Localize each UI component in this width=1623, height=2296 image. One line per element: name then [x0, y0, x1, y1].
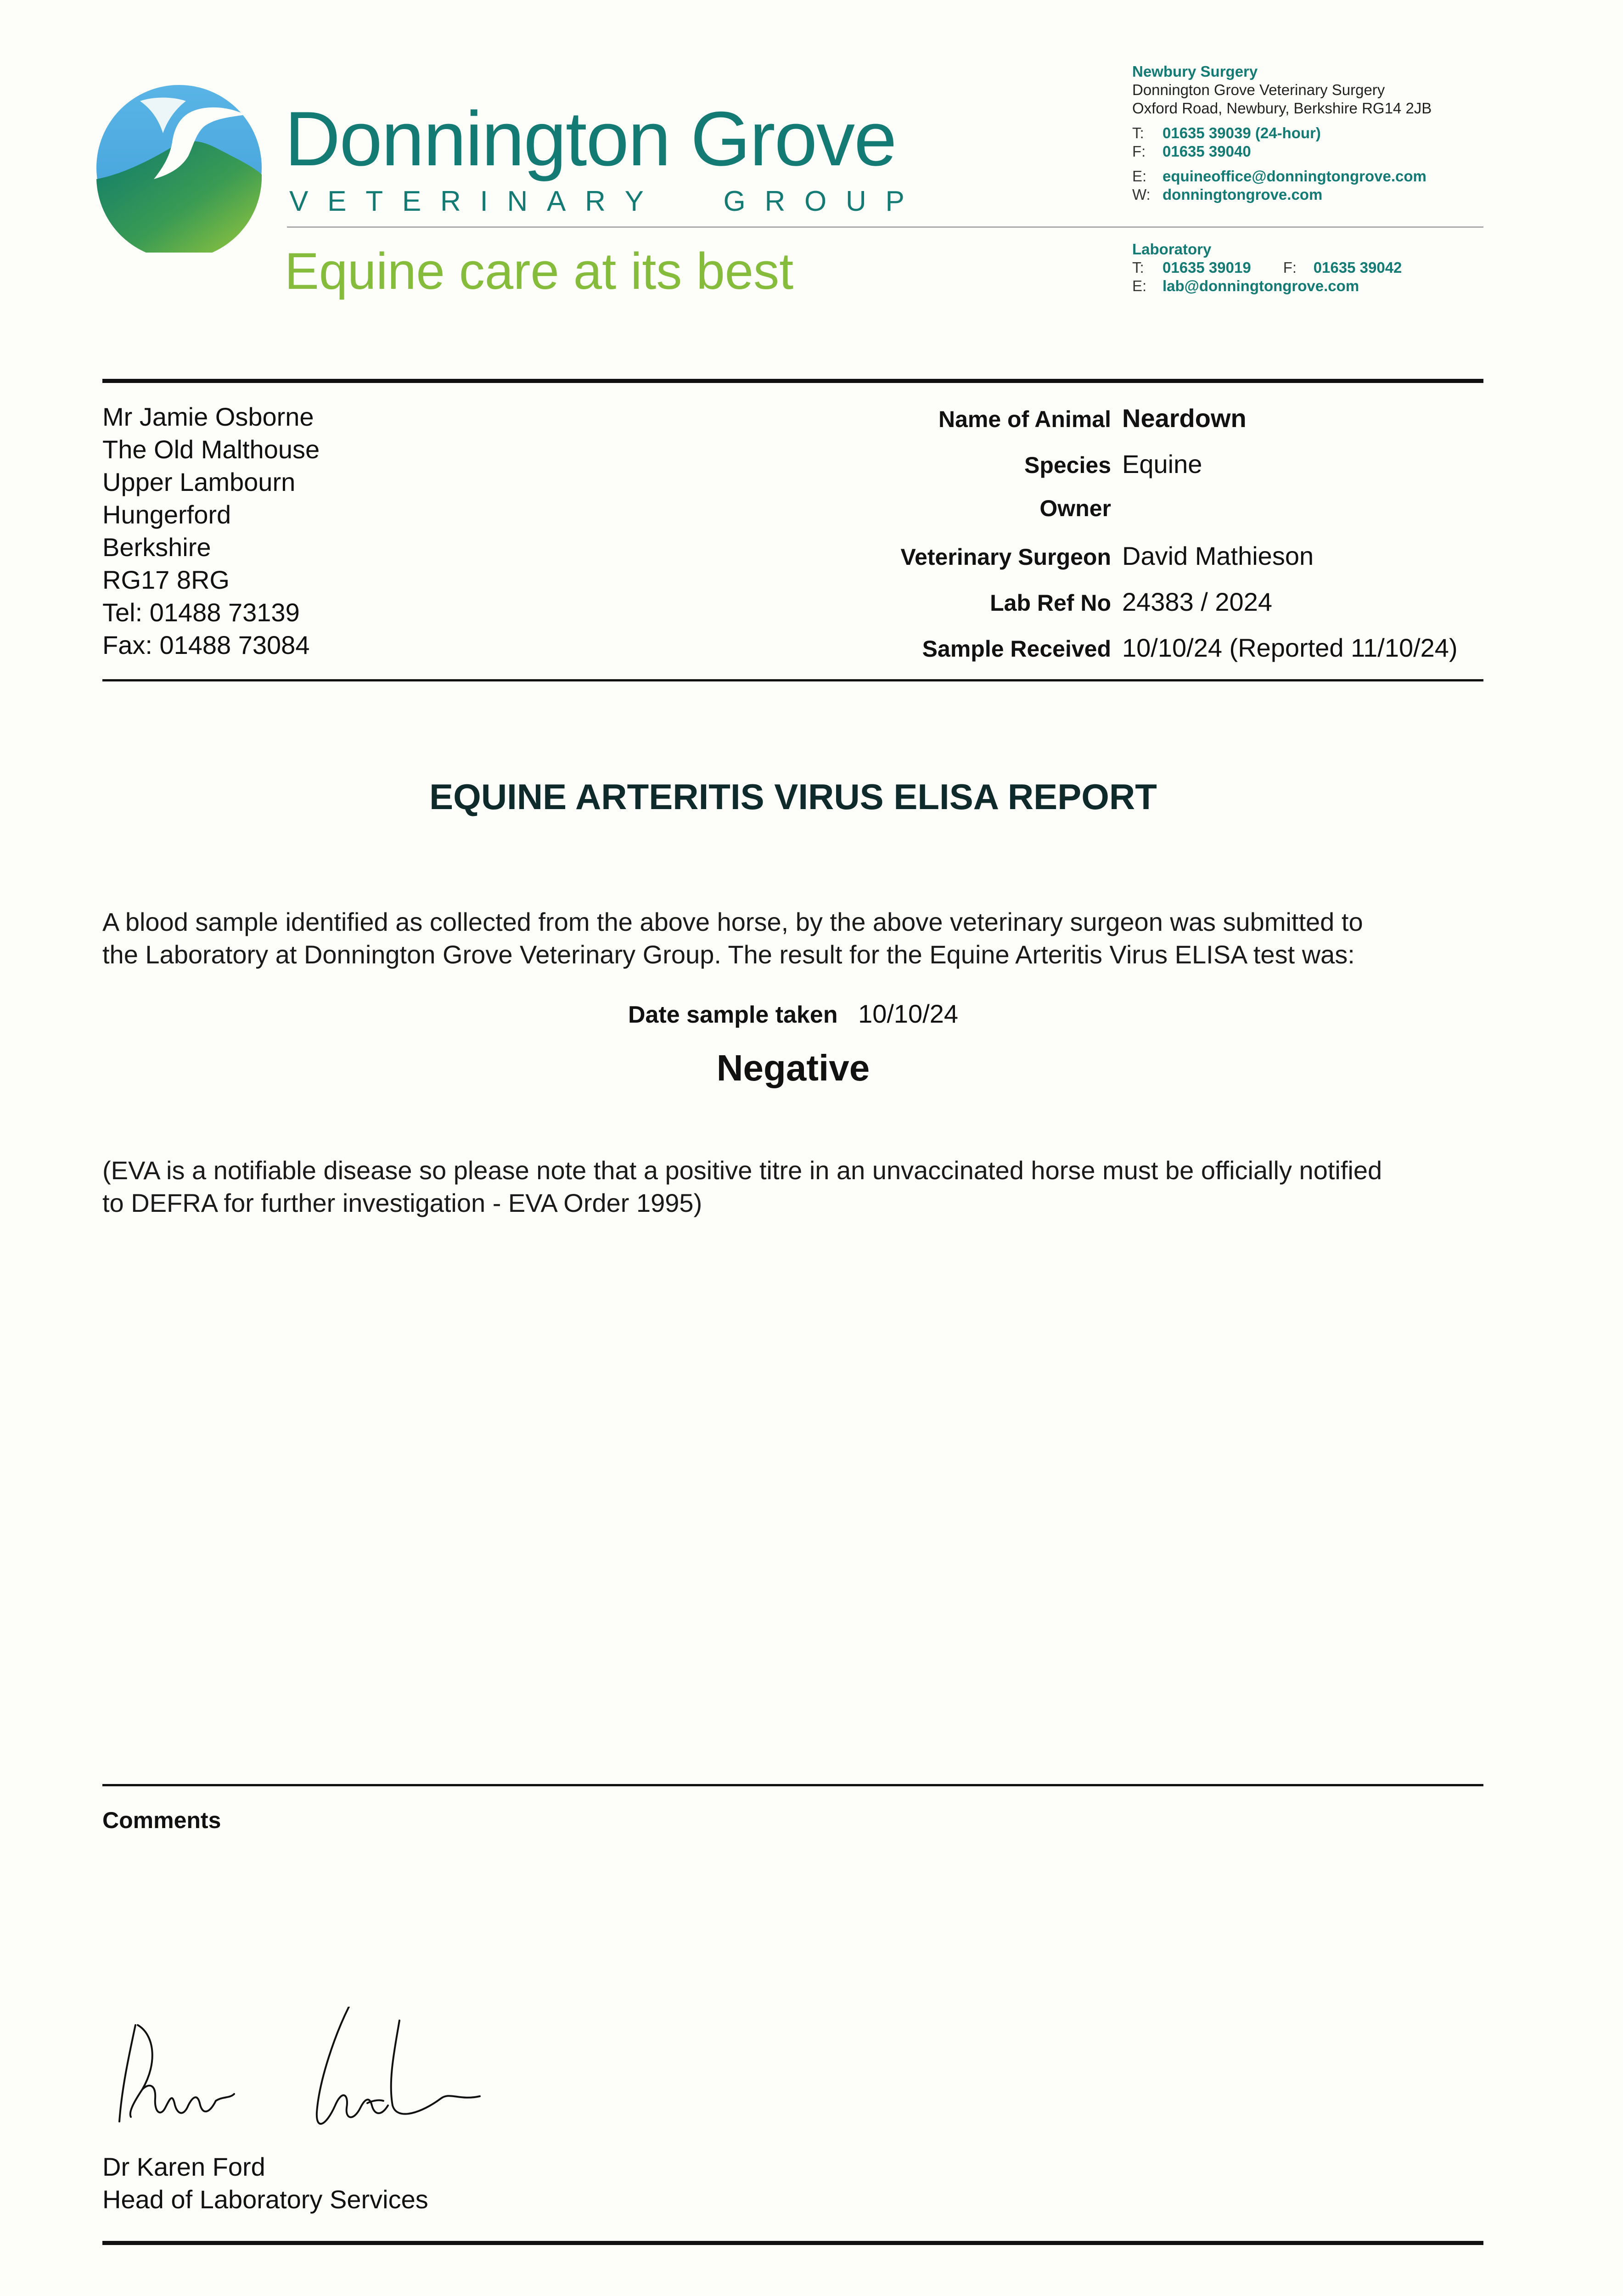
signatory-name: Dr Karen Ford — [102, 2152, 265, 2181]
species-value: Equine — [1122, 450, 1202, 478]
intro-line: A blood sample identified as collected from the above horse, by the above veterinary surgeon was submitted to — [102, 907, 1363, 936]
email-label: E: — [1132, 277, 1147, 294]
fax-value: 01635 39040 — [1162, 143, 1251, 160]
brand-subtitle-letter: V — [289, 186, 309, 217]
date-sample-value: 10/10/24 — [858, 999, 959, 1028]
info-label: Owner — [1039, 495, 1111, 521]
info-row-animal-name — [689, 403, 1483, 449]
brand-name: Donnington Grove — [285, 96, 896, 182]
brand-subtitle-letter: P — [885, 186, 904, 217]
recipient-tel: Tel: 01488 73139 — [102, 598, 300, 627]
donnington-grove-logo — [94, 83, 264, 253]
fax-label: F: — [1283, 259, 1297, 276]
note-line: to DEFRA for further investigation - EVA Order 1995) — [102, 1188, 702, 1217]
brand-subtitle-letter: G — [723, 186, 746, 217]
fax-value: 01635 39042 — [1313, 259, 1402, 276]
email-link[interactable]: lab@donningtongrove.com — [1162, 277, 1359, 294]
email-label: E: — [1132, 168, 1147, 185]
phone-label: T: — [1132, 124, 1144, 141]
note-line: (EVA is a notifiable disease so please note that a positive titre in an unvaccinated horse must be officially notified — [102, 1156, 1382, 1185]
email-link[interactable]: equineoffice@donningtongrove.com — [1162, 168, 1426, 185]
web-label: W: — [1132, 186, 1151, 203]
brand-subtitle-letter: E — [402, 186, 421, 217]
info-label: Species — [1024, 452, 1111, 478]
laboratory-phone-fax — [1132, 259, 1402, 277]
brand-subtitle-letter: E — [327, 186, 347, 217]
surgery-address-line: Donnington Grove Veterinary Surgery — [1132, 81, 1385, 98]
info-row-owner — [689, 495, 1483, 541]
handwritten-signature — [110, 2007, 482, 2144]
info-rule — [102, 679, 1483, 681]
address-line: Upper Lambourn — [102, 467, 296, 496]
brand-subtitle-letter: A — [547, 186, 566, 217]
header-rule — [102, 379, 1483, 383]
phone-label: T: — [1132, 259, 1144, 276]
info-label: Sample Received — [922, 636, 1111, 662]
footer-rule — [102, 2241, 1483, 2245]
address-line: Hungerford — [102, 500, 231, 529]
test-result: Negative — [716, 1047, 870, 1088]
phone-value[interactable]: 01635 39019 — [1162, 259, 1251, 276]
surgery-contact-block — [1132, 62, 1432, 204]
info-row-vet — [689, 541, 1483, 587]
report-intro — [102, 906, 1489, 971]
info-row-lab-ref — [689, 587, 1483, 633]
info-label: Name of Animal — [938, 406, 1111, 432]
web-link[interactable]: donningtongrove.com — [1162, 186, 1323, 203]
brand-subtitle-letter: R — [764, 186, 786, 217]
surgery-email — [1132, 167, 1432, 186]
brand-tagline: Equine care at its best — [285, 242, 794, 300]
brand-subtitle-letter: U — [846, 186, 866, 217]
surgery-heading: Newbury Surgery — [1132, 63, 1258, 80]
address-postcode: RG17 8RG — [102, 565, 230, 594]
brand-subtitle-letter: T — [365, 186, 383, 217]
surgery-fax — [1132, 142, 1432, 161]
brand-subtitle-letter: R — [440, 186, 461, 217]
phone-value[interactable]: 01635 39039 (24-hour) — [1162, 124, 1321, 141]
date-sample-label: Date sample taken — [628, 1002, 838, 1028]
laboratory-contact-block — [1132, 240, 1402, 295]
date-sample-taken — [0, 999, 1586, 1029]
laboratory-heading: Laboratory — [1132, 241, 1212, 258]
recipient-address — [102, 400, 320, 661]
info-row-sample-received — [689, 633, 1483, 679]
info-label: Veterinary Surgeon — [900, 544, 1111, 570]
laboratory-email — [1132, 277, 1402, 295]
recipient-fax: Fax: 01488 73084 — [102, 630, 310, 659]
brand-subtitle-letter: O — [804, 186, 827, 217]
address-line: The Old Malthouse — [102, 435, 320, 464]
animal-name-value: Neardown — [1122, 404, 1247, 433]
fax-label: F: — [1132, 143, 1146, 160]
vet-value: David Mathieson — [1122, 541, 1314, 570]
letterhead-divider — [287, 226, 1132, 228]
brand-subtitle-letter: Y — [624, 186, 644, 217]
report-title: EQUINE ARTERITIS VIRUS ELISA REPORT — [429, 777, 1157, 817]
info-label: Lab Ref No — [990, 590, 1111, 616]
intro-line: the Laboratory at Donnington Grove Veterinary Group. The result for the Equine Arteritis Virus ELISA test was: — [102, 940, 1355, 969]
signatory-block — [102, 2150, 428, 2216]
surgery-phone — [1132, 124, 1432, 142]
brand-subtitle-letter: R — [585, 186, 606, 217]
notifiable-disease-note — [102, 1154, 1489, 1219]
brand-subtitle-letter: I — [480, 186, 488, 217]
info-row-species — [689, 449, 1483, 495]
contact-divider — [1132, 226, 1483, 228]
surgery-address-line: Oxford Road, Newbury, Berkshire RG14 2JB — [1132, 100, 1432, 117]
signatory-role: Head of Laboratory Services — [102, 2185, 428, 2214]
surgery-web — [1132, 186, 1432, 204]
brand-subtitle-letter: N — [507, 186, 528, 217]
recipient-name: Mr Jamie Osborne — [102, 402, 314, 431]
brand-subtitle-gap — [663, 187, 704, 216]
brand-subtitle — [289, 187, 904, 216]
patient-info-table — [689, 403, 1483, 679]
comments-rule — [102, 1784, 1483, 1786]
address-line: Berkshire — [102, 533, 211, 562]
comments-label: Comments — [102, 1807, 221, 1833]
lab-ref-value: 24383 / 2024 — [1122, 587, 1272, 616]
sample-received-value: 10/10/24 (Reported 11/10/24) — [1122, 633, 1458, 662]
